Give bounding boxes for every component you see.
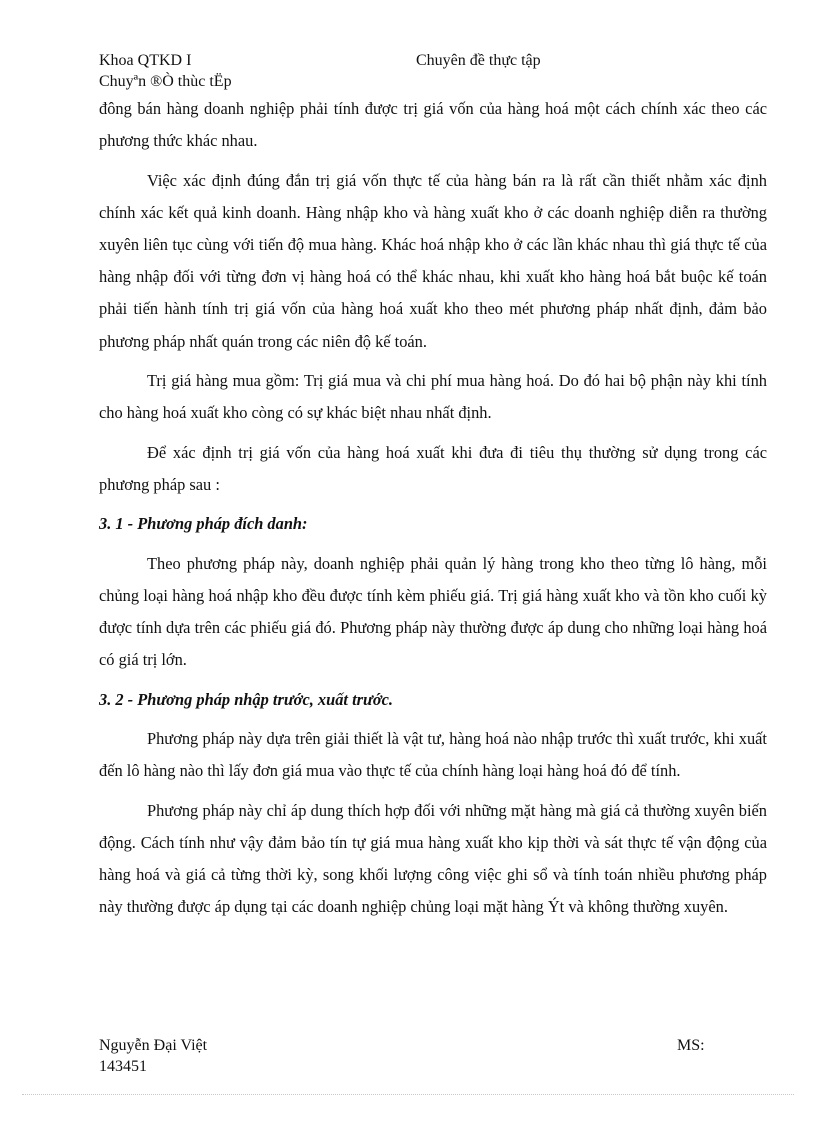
paragraph: Phương pháp này chỉ áp dung thích hợp đối với những mặt hàng mà giá cả thường xuyên biến động. Cách tính như vậy đảm bảo tín tự giá mua hàng xuất kho kịp thời và sát thực tế vận động của hàng hoá và giá cả từng thời kỳ, song khối lượng công việc ghi sổ và tính toán nhiều phương pháp này thường được áp dụng tại các doanh nghiệp chủng loại mặt hàng Ýt và không thường xuyên. — [99, 800, 767, 917]
section-heading-3-1: 3. 1 - Phương pháp đích danh: — [99, 514, 308, 534]
section-heading-3-2: 3. 2 - Phương pháp nhập trước, xuất trước. — [99, 689, 394, 709]
paragraph-continued: đông bán hàng doanh nghiệp phải tính được trị giá vốn của hàng hoá một cách chính xác theo các phương thức khác nhau. — [99, 99, 767, 151]
footer-ms-label: MS: — [677, 1037, 705, 1054]
header-garbled-title: Chuyªn ®Ò thùc tËp — [99, 73, 232, 90]
paragraph: Việc xác định đúng đắn trị giá vốn thực tế của hàng bán ra là rất cần thiết nhằm xác định chính xác kết quả kinh doanh. Hàng nhập kho và hàng xuất kho ở các doanh nghiệp diễn ra thường xuyên liên tục cùng với tiến độ mua hàng. Khác hoá nhập kho ở các lần khác nhau thì giá thực tế của hàng nhập đối với từng đơn vị hàng hoá có thể khác nhau, khi xuất kho hàng hoá bắt buộc kế toán phải tiến hành tính trị giá vốn của hàng hoá xuất kho theo mét phương pháp nhất định, đảm bảo phương pháp nhất quán trong các niên độ kế toán. — [99, 170, 767, 351]
footer-student-id: 143451 — [99, 1058, 147, 1075]
document-body — [99, 93, 767, 931]
page-bottom-edge — [22, 1094, 794, 1095]
paragraph: Để xác định trị giá vốn của hàng hoá xuất khi đưa đi tiêu thụ thường sử dụng trong các phương pháp sau : — [99, 442, 767, 494]
header-document-title: Chuyên đề thực tập — [416, 52, 541, 69]
paragraph: Phương pháp này dựa trên giải thiết là vật tư, hàng hoá nào nhập trước thì xuất trước, khi xuất đến lô hàng nào thì lấy đơn giá mua vào thực tế của chính hàng loại hàng hoá đó để tính. — [99, 728, 767, 781]
paragraph: Trị giá hàng mua gồm: Trị giá mua và chi phí mua hàng hoá. Do đó hai bộ phận này khi tính cho hàng hoá xuất kho còng có sự khác biệt nhau nhất định. — [99, 371, 767, 423]
paragraph: Theo phương pháp này, doanh nghiệp phải quản lý hàng trong kho theo từng lô hàng, mỗi chủng loại hàng hoá nhập kho đều được tính kèm phiếu giá. Trị giá hàng xuất kho và tồn kho cuối kỳ được tính dựa trên các phiếu giá đó. Phương pháp này thường được áp dung cho những loại hàng hoá có giá trị lớn. — [99, 553, 767, 670]
header-department: Khoa QTKD I — [99, 52, 192, 69]
footer-author-name: Nguyễn Đại Việt — [99, 1037, 208, 1054]
